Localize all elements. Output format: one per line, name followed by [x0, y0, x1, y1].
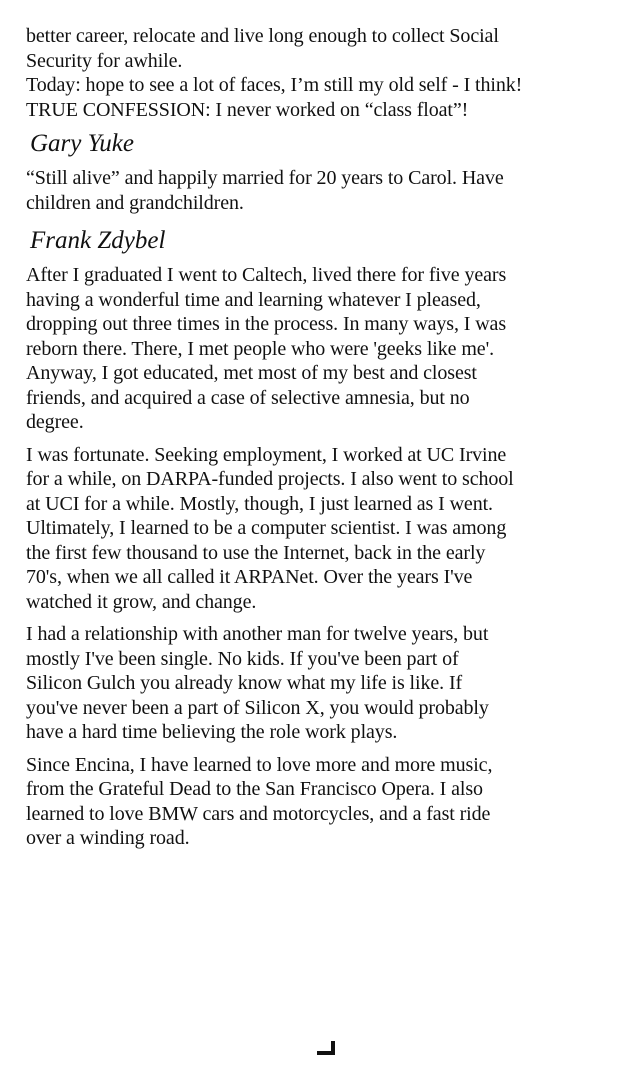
entry-paragraph — [26, 166, 626, 215]
text-line: “Still alive” and happily married for 20 years to Carol. Have — [26, 167, 504, 189]
intro-paragraph-3 — [26, 98, 626, 123]
entry-paragraph — [26, 753, 626, 851]
text-line: over a winding road. — [26, 827, 190, 849]
entry-paragraph — [26, 622, 626, 745]
text-line: Anyway, I got educated, met most of my best and closest — [26, 362, 477, 384]
text-line: better career, relocate and live long enough to collect Social — [26, 25, 499, 47]
end-of-article-icon — [317, 1041, 335, 1055]
document-page — [26, 24, 626, 859]
text-line: I was fortunate. Seeking employment, I worked at UC Irvine — [26, 443, 507, 466]
text-line: 70's, when we all called it ARPANet. Over the years I've — [26, 566, 473, 588]
text-line: friends, and acquired a case of selective amnesia, but no — [26, 386, 470, 409]
text-line: Ultimately, I learned to be a computer scientist. I was among — [26, 517, 507, 539]
entry-name-frank-zdybel: Frank Zdybel — [30, 227, 166, 254]
text-line: learned to love BMW cars and motorcycles, and a fast ride — [26, 802, 491, 825]
text-line: reborn there. There, I met people who were 'geeks like me'. — [26, 337, 494, 360]
text-line: the first few thousand to use the Internet, back in the early — [26, 541, 486, 564]
text-line: for a while, on DARPA-funded projects. I also went to school — [26, 468, 514, 490]
text-line: TRUE CONFESSION: I never worked on “class float”! — [26, 98, 469, 121]
text-line: mostly I've been single. No kids. If you've been part of — [26, 647, 459, 670]
text-line: at UCI for a while. Mostly, though, I just learned as I went. — [26, 492, 493, 515]
text-line: Security for awhile. — [26, 49, 183, 72]
entry-paragraph — [26, 263, 626, 435]
text-line: degree. — [26, 411, 84, 433]
text-line: from the Grateful Dead to the San Francisco Opera. I also — [26, 778, 483, 800]
entry-paragraph — [26, 443, 626, 615]
text-line: Silicon Gulch you already know what my life is like. If — [26, 672, 463, 694]
intro-paragraph-2 — [26, 73, 626, 98]
intro-paragraph-1 — [26, 24, 626, 73]
text-line: have a hard time believing the role work plays. — [26, 721, 398, 743]
text-line: having a wonderful time and learning whatever I pleased, — [26, 288, 481, 311]
text-line: you've never been a part of Silicon X, you would probably — [26, 696, 489, 719]
text-line: dropping out three times in the process. In many ways, I was — [26, 313, 507, 335]
text-line: I had a relationship with another man for twelve years, but — [26, 623, 489, 645]
text-line: After I graduated I went to Caltech, lived there for five years — [26, 264, 507, 286]
text-line: watched it grow, and change. — [26, 590, 257, 613]
text-line: Today: hope to see a lot of faces, I’m still my old self - I think! — [26, 74, 523, 96]
text-line: Since Encina, I have learned to love more and more music, — [26, 753, 493, 776]
entry-name-gary-yuke: Gary Yuke — [30, 130, 134, 157]
text-line: children and grandchildren. — [26, 191, 244, 214]
